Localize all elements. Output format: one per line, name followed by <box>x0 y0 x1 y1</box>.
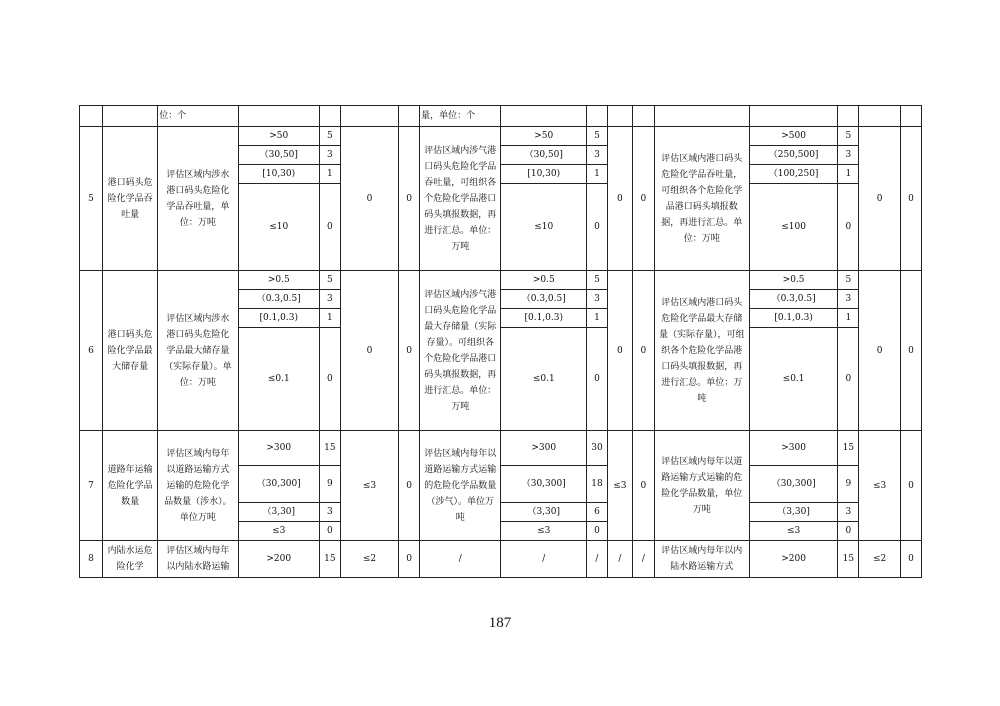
water-value-score: 0 <box>399 541 420 578</box>
water-value-score: 0 <box>399 271 420 431</box>
water-description: 评估区域内涉水港口码头危险化学品最大储存量（实际存量）。单位：万吨 <box>158 271 238 431</box>
air-description: / <box>420 541 501 578</box>
air-description: 评估区域内每年以道路运输方式运输的危险化学品数量（涉气）。单位万吨 <box>420 431 501 541</box>
total-value: ≤2 <box>859 541 901 578</box>
water-range: >200 <box>238 541 319 578</box>
water-score: 9 <box>319 466 340 503</box>
total-value-score: 0 <box>901 541 922 578</box>
total-score: 3 <box>838 503 859 522</box>
empty-cell <box>749 106 838 127</box>
water-score: 0 <box>319 328 340 431</box>
air-range: （30,50] <box>501 146 587 165</box>
water-value: ≤2 <box>340 541 398 578</box>
air-score: 1 <box>587 309 608 328</box>
water-description: 评估区域内每年以内陆水路运输 <box>158 541 238 578</box>
total-range: >200 <box>749 541 838 578</box>
air-range: >50 <box>501 127 587 146</box>
air-value-score: 0 <box>632 127 654 271</box>
total-value: 0 <box>859 127 901 271</box>
total-description: 评估区域内每年以内陆水路运输方式 <box>654 541 749 578</box>
empty-cell <box>319 106 340 127</box>
water-score: 1 <box>319 165 340 184</box>
total-description: 评估区域内每年以道路运输方式运输的危险化学品数量，单位万吨 <box>654 431 749 541</box>
water-value: ≤3 <box>340 431 398 541</box>
water-range: （0.3,0.5] <box>238 290 319 309</box>
total-score: 0 <box>838 184 859 271</box>
air-score: 18 <box>587 466 608 503</box>
water-range: >50 <box>238 127 319 146</box>
indicator-name: 内陆水运危险化学 <box>102 541 157 578</box>
total-range: （30,300] <box>749 466 838 503</box>
air-value: 0 <box>607 271 632 431</box>
indicator-table <box>79 105 922 578</box>
air-range: [0.1,0.3) <box>501 309 587 328</box>
water-range: （30,50] <box>238 146 319 165</box>
water-score: 3 <box>319 146 340 165</box>
water-score: 15 <box>319 541 340 578</box>
water-range: ≤3 <box>238 522 319 541</box>
water-range: [0.1,0.3) <box>238 309 319 328</box>
water-range: ≤10 <box>238 184 319 271</box>
empty-cell <box>238 106 319 127</box>
total-score: 0 <box>838 328 859 431</box>
row-number: 5 <box>80 127 103 271</box>
total-value: ≤3 <box>859 431 901 541</box>
indicator-name: 港口码头危险化学品最大储存量 <box>102 271 157 431</box>
air-score: 1 <box>587 165 608 184</box>
total-range: >300 <box>749 431 838 466</box>
empty-cell <box>399 106 420 127</box>
air-range: ≤10 <box>501 184 587 271</box>
total-score: 1 <box>838 309 859 328</box>
water-score: 5 <box>319 127 340 146</box>
empty-cell <box>654 106 749 127</box>
table-row-continuation <box>80 106 922 127</box>
total-value-score: 0 <box>901 127 922 271</box>
air-value-score: / <box>632 541 654 578</box>
water-description: 评估区域内每年以道路运输方式运输的危险化学品数量（涉水）。单位万吨 <box>158 431 238 541</box>
page-number: 187 <box>488 615 512 631</box>
empty-cell <box>859 106 901 127</box>
water-value: 0 <box>340 127 398 271</box>
air-range: （0.3,0.5] <box>501 290 587 309</box>
total-score: 3 <box>838 290 859 309</box>
total-score: 5 <box>838 271 859 290</box>
water-score: 3 <box>319 503 340 522</box>
total-range: （100,250] <box>749 165 838 184</box>
indicator-name: 港口码头危险化学品吞吐量 <box>102 127 157 271</box>
water-value: 0 <box>340 271 398 431</box>
total-value-score: 0 <box>901 271 922 431</box>
air-score: / <box>587 541 608 578</box>
no-cell <box>80 106 103 127</box>
total-range: >500 <box>749 127 838 146</box>
air-score: 30 <box>587 431 608 466</box>
water-range: >300 <box>238 431 319 466</box>
air-description: 评估区域内涉气港口码头危险化学品最大存储量（实际存量）。可组织各个危险化学品港口码头填报数据，再进行汇总。单位：万吨 <box>420 271 501 431</box>
empty-cell <box>587 106 608 127</box>
water-score: 0 <box>319 522 340 541</box>
air-value: ≤3 <box>607 431 632 541</box>
water-score: 1 <box>319 309 340 328</box>
total-range: >0.5 <box>749 271 838 290</box>
empty-cell <box>632 106 654 127</box>
total-score: 15 <box>838 431 859 466</box>
empty-cell <box>501 106 587 127</box>
total-range: [0.1,0.3) <box>749 309 838 328</box>
water-desc-cell: 位：个 <box>158 106 238 127</box>
total-score: 1 <box>838 165 859 184</box>
water-description: 评估区域内涉水港口码头危险化学品吞吐量，单位：万吨 <box>158 127 238 271</box>
air-value-score: 0 <box>632 431 654 541</box>
row-number: 8 <box>80 541 103 578</box>
total-range: ≤100 <box>749 184 838 271</box>
table-row-7 <box>80 431 922 466</box>
indicator-name: 道路年运输危险化学品数量 <box>102 431 157 541</box>
air-score: 3 <box>587 146 608 165</box>
total-value: 0 <box>859 271 901 431</box>
total-score: 15 <box>838 541 859 578</box>
total-score: 5 <box>838 127 859 146</box>
total-score: 9 <box>838 466 859 503</box>
total-range: （3,30] <box>749 503 838 522</box>
air-range: >0.5 <box>501 271 587 290</box>
air-desc-cell: 量，单位：个 <box>420 106 501 127</box>
water-range: [10,30) <box>238 165 319 184</box>
air-score: 0 <box>587 522 608 541</box>
air-range: [10,30) <box>501 165 587 184</box>
air-description: 评估区域内涉气港口码头危险化学品吞吐量，可组织各个危险化学品港口码头填报数据，再进行汇总。单位：万吨 <box>420 127 501 271</box>
total-range: ≤3 <box>749 522 838 541</box>
total-score: 0 <box>838 522 859 541</box>
table-row-5 <box>80 127 922 146</box>
water-value-score: 0 <box>399 431 420 541</box>
air-range: （3,30] <box>501 503 587 522</box>
water-range: （30,300] <box>238 466 319 503</box>
air-score: 5 <box>587 271 608 290</box>
name-cell <box>102 106 157 127</box>
empty-cell <box>838 106 859 127</box>
air-value: / <box>607 541 632 578</box>
air-score: 5 <box>587 127 608 146</box>
air-value: 0 <box>607 127 632 271</box>
water-score: 15 <box>319 431 340 466</box>
air-range: / <box>501 541 587 578</box>
air-score: 6 <box>587 503 608 522</box>
table-row-8 <box>80 541 922 578</box>
table-row-6 <box>80 271 922 290</box>
water-score: 3 <box>319 290 340 309</box>
total-range: （0.3,0.5] <box>749 290 838 309</box>
air-range: >300 <box>501 431 587 466</box>
empty-cell <box>340 106 398 127</box>
empty-cell <box>607 106 632 127</box>
row-number: 7 <box>80 431 103 541</box>
water-score: 5 <box>319 271 340 290</box>
total-description: 评估区域内港口码头危险化学品最大存储量（实际存量），可组织各个危险化学品港口码头填报数据，再进行汇总。单位：万吨 <box>654 271 749 431</box>
total-description: 评估区域内港口码头危险化学品吞吐量，可组织各个危险化学品港口码头填报数据，再进行汇总。单位：万吨 <box>654 127 749 271</box>
air-score: 0 <box>587 328 608 431</box>
air-range: ≤3 <box>501 522 587 541</box>
water-range: ≤0.1 <box>238 328 319 431</box>
water-range: （3,30] <box>238 503 319 522</box>
total-range: ≤0.1 <box>749 328 838 431</box>
total-value-score: 0 <box>901 431 922 541</box>
air-score: 0 <box>587 184 608 271</box>
air-range: ≤0.1 <box>501 328 587 431</box>
air-score: 3 <box>587 290 608 309</box>
total-score: 3 <box>838 146 859 165</box>
row-number: 6 <box>80 271 103 431</box>
empty-cell <box>901 106 922 127</box>
air-value-score: 0 <box>632 271 654 431</box>
water-range: >0.5 <box>238 271 319 290</box>
water-value-score: 0 <box>399 127 420 271</box>
water-score: 0 <box>319 184 340 271</box>
air-range: （30,300] <box>501 466 587 503</box>
total-range: （250,500] <box>749 146 838 165</box>
